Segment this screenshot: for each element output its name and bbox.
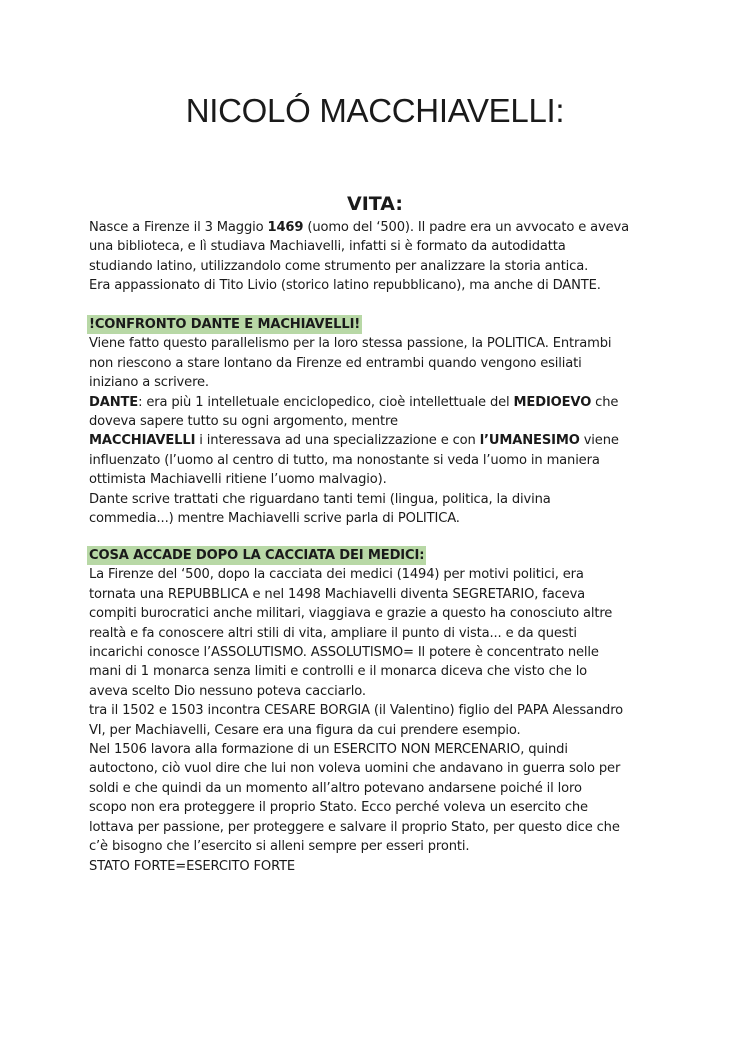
- text-line: tra il 1502 e 1503 incontra CESARE BORGIA (il Valentino) figlio del PAPA Alessandro: [89, 703, 624, 719]
- text-line: VI, per Machiavelli, Cesare era una figura da cui prendere esempio.: [89, 722, 521, 738]
- text-segment: (uomo del ‘500). Il padre era un avvocato e aveva: [303, 220, 629, 235]
- text-line: Nel 1506 lavora alla formazione di un ESERCITO NON MERCENARIO, quindi: [89, 742, 568, 758]
- vita-section: [89, 218, 689, 296]
- text-line: soldi e che quindi da un momento all’altro potevano andarsene poiché il loro: [89, 780, 582, 796]
- vita-heading: VITA:: [347, 193, 403, 215]
- text-line: realtà e fa conoscere altri stili di vita, ampliare il punto di vista... e da questi: [89, 625, 577, 641]
- medici-section: [89, 546, 689, 876]
- term-medioevo: MEDIOEVO: [513, 394, 592, 410]
- text-line: [89, 218, 689, 237]
- section-heading-line: [89, 315, 689, 334]
- text-line: Viene fatto questo parallelismo per la loro stessa passione, la POLITICA. Entrambi: [89, 336, 612, 352]
- text-line: aveva scelto Dio nessuno poteva cacciarlo.: [89, 683, 366, 699]
- text-segment: i interessava ad una specializzazione e con: [195, 433, 480, 449]
- text-line: una biblioteca, e lì studiava Machiavelli, infatti si è formato da autodidatta: [89, 239, 566, 255]
- text-line: scopo non era proteggere il proprio Stato. Ecco perché voleva un esercito che: [89, 800, 588, 816]
- text-line: commedia...) mentre Machiavelli scrive parla di POLITICA.: [89, 511, 460, 527]
- text-line: compiti burocratici anche militari, viaggiava e grazie a questo ha conosciuto altre: [89, 606, 613, 622]
- text-line: studiando latino, utilizzandolo come strumento per analizzare la storia antica.: [89, 258, 589, 274]
- page-title: NICOLÓ MACCHIAVELLI:: [185, 92, 565, 129]
- text-segment: Nasce a Firenze il 3 Maggio: [89, 220, 268, 235]
- text-line: influenzato (l’uomo al centro di tutto, ma nonostante si veda l’uomo in maniera: [89, 452, 600, 468]
- section-heading-line: [89, 546, 689, 565]
- text-line: La Firenze del ‘500, dopo la cacciata dei medici (1494) per motivi politici, era: [89, 567, 584, 583]
- term-dante: DANTE: [89, 394, 139, 410]
- birth-year: 1469: [267, 220, 304, 235]
- text-line: tornata una REPUBBLICA e nel 1498 Machiavelli diventa SEGRETARIO, faceva: [89, 586, 586, 602]
- text-segment: che: [591, 394, 619, 410]
- text-line: [89, 393, 689, 412]
- text-line: Era appassionato di Tito Livio (storico latino repubblicano), ma anche di DANTE.: [89, 278, 601, 294]
- confronto-heading: !CONFRONTO DANTE E MACHIAVELLI!: [87, 315, 362, 334]
- text-segment: : era più 1 intelletuale enciclopedico, cioè intellettuale del: [138, 394, 514, 410]
- term-macchiavelli: MACCHIAVELLI: [89, 433, 196, 449]
- text-line: [89, 431, 689, 450]
- text-line: non riescono a stare lontano da Firenze ed entrambi quando vengono esiliati: [89, 355, 582, 371]
- text-line: ottimista Machiavelli ritiene l’uomo malvagio).: [89, 472, 387, 488]
- confronto-section: [89, 315, 689, 528]
- text-segment: viene: [579, 433, 619, 449]
- text-line: STATO FORTE=ESERCITO FORTE: [89, 858, 296, 874]
- medici-heading: COSA ACCADE DOPO LA CACCIATA DEI MEDICI:: [87, 546, 426, 565]
- text-line: Dante scrive trattati che riguardano tanti temi (lingua, politica, la divina: [89, 491, 551, 507]
- text-line: c’è bisogno che l’esercito si alleni sempre per esseri pronti.: [89, 839, 470, 855]
- text-line: doveva sapere tutto su ogni argomento, mentre: [89, 414, 398, 430]
- text-line: incarichi conosce l’ASSOLUTISMO. ASSOLUTISMO= Il potere è concentrato nelle: [89, 645, 599, 661]
- text-line: mani di 1 monarca senza limiti e controlli e il monarca diceva che visto che lo: [89, 664, 588, 680]
- term-umanesimo: l’UMANESIMO: [479, 433, 580, 449]
- text-line: iniziano a scrivere.: [89, 375, 209, 391]
- text-line: autoctono, ciò vuol dire che lui non voleva uomini che andavano in guerra solo per: [89, 761, 621, 777]
- text-line: lottava per passione, per proteggere e salvare il proprio Stato, per questo dice che: [89, 819, 620, 835]
